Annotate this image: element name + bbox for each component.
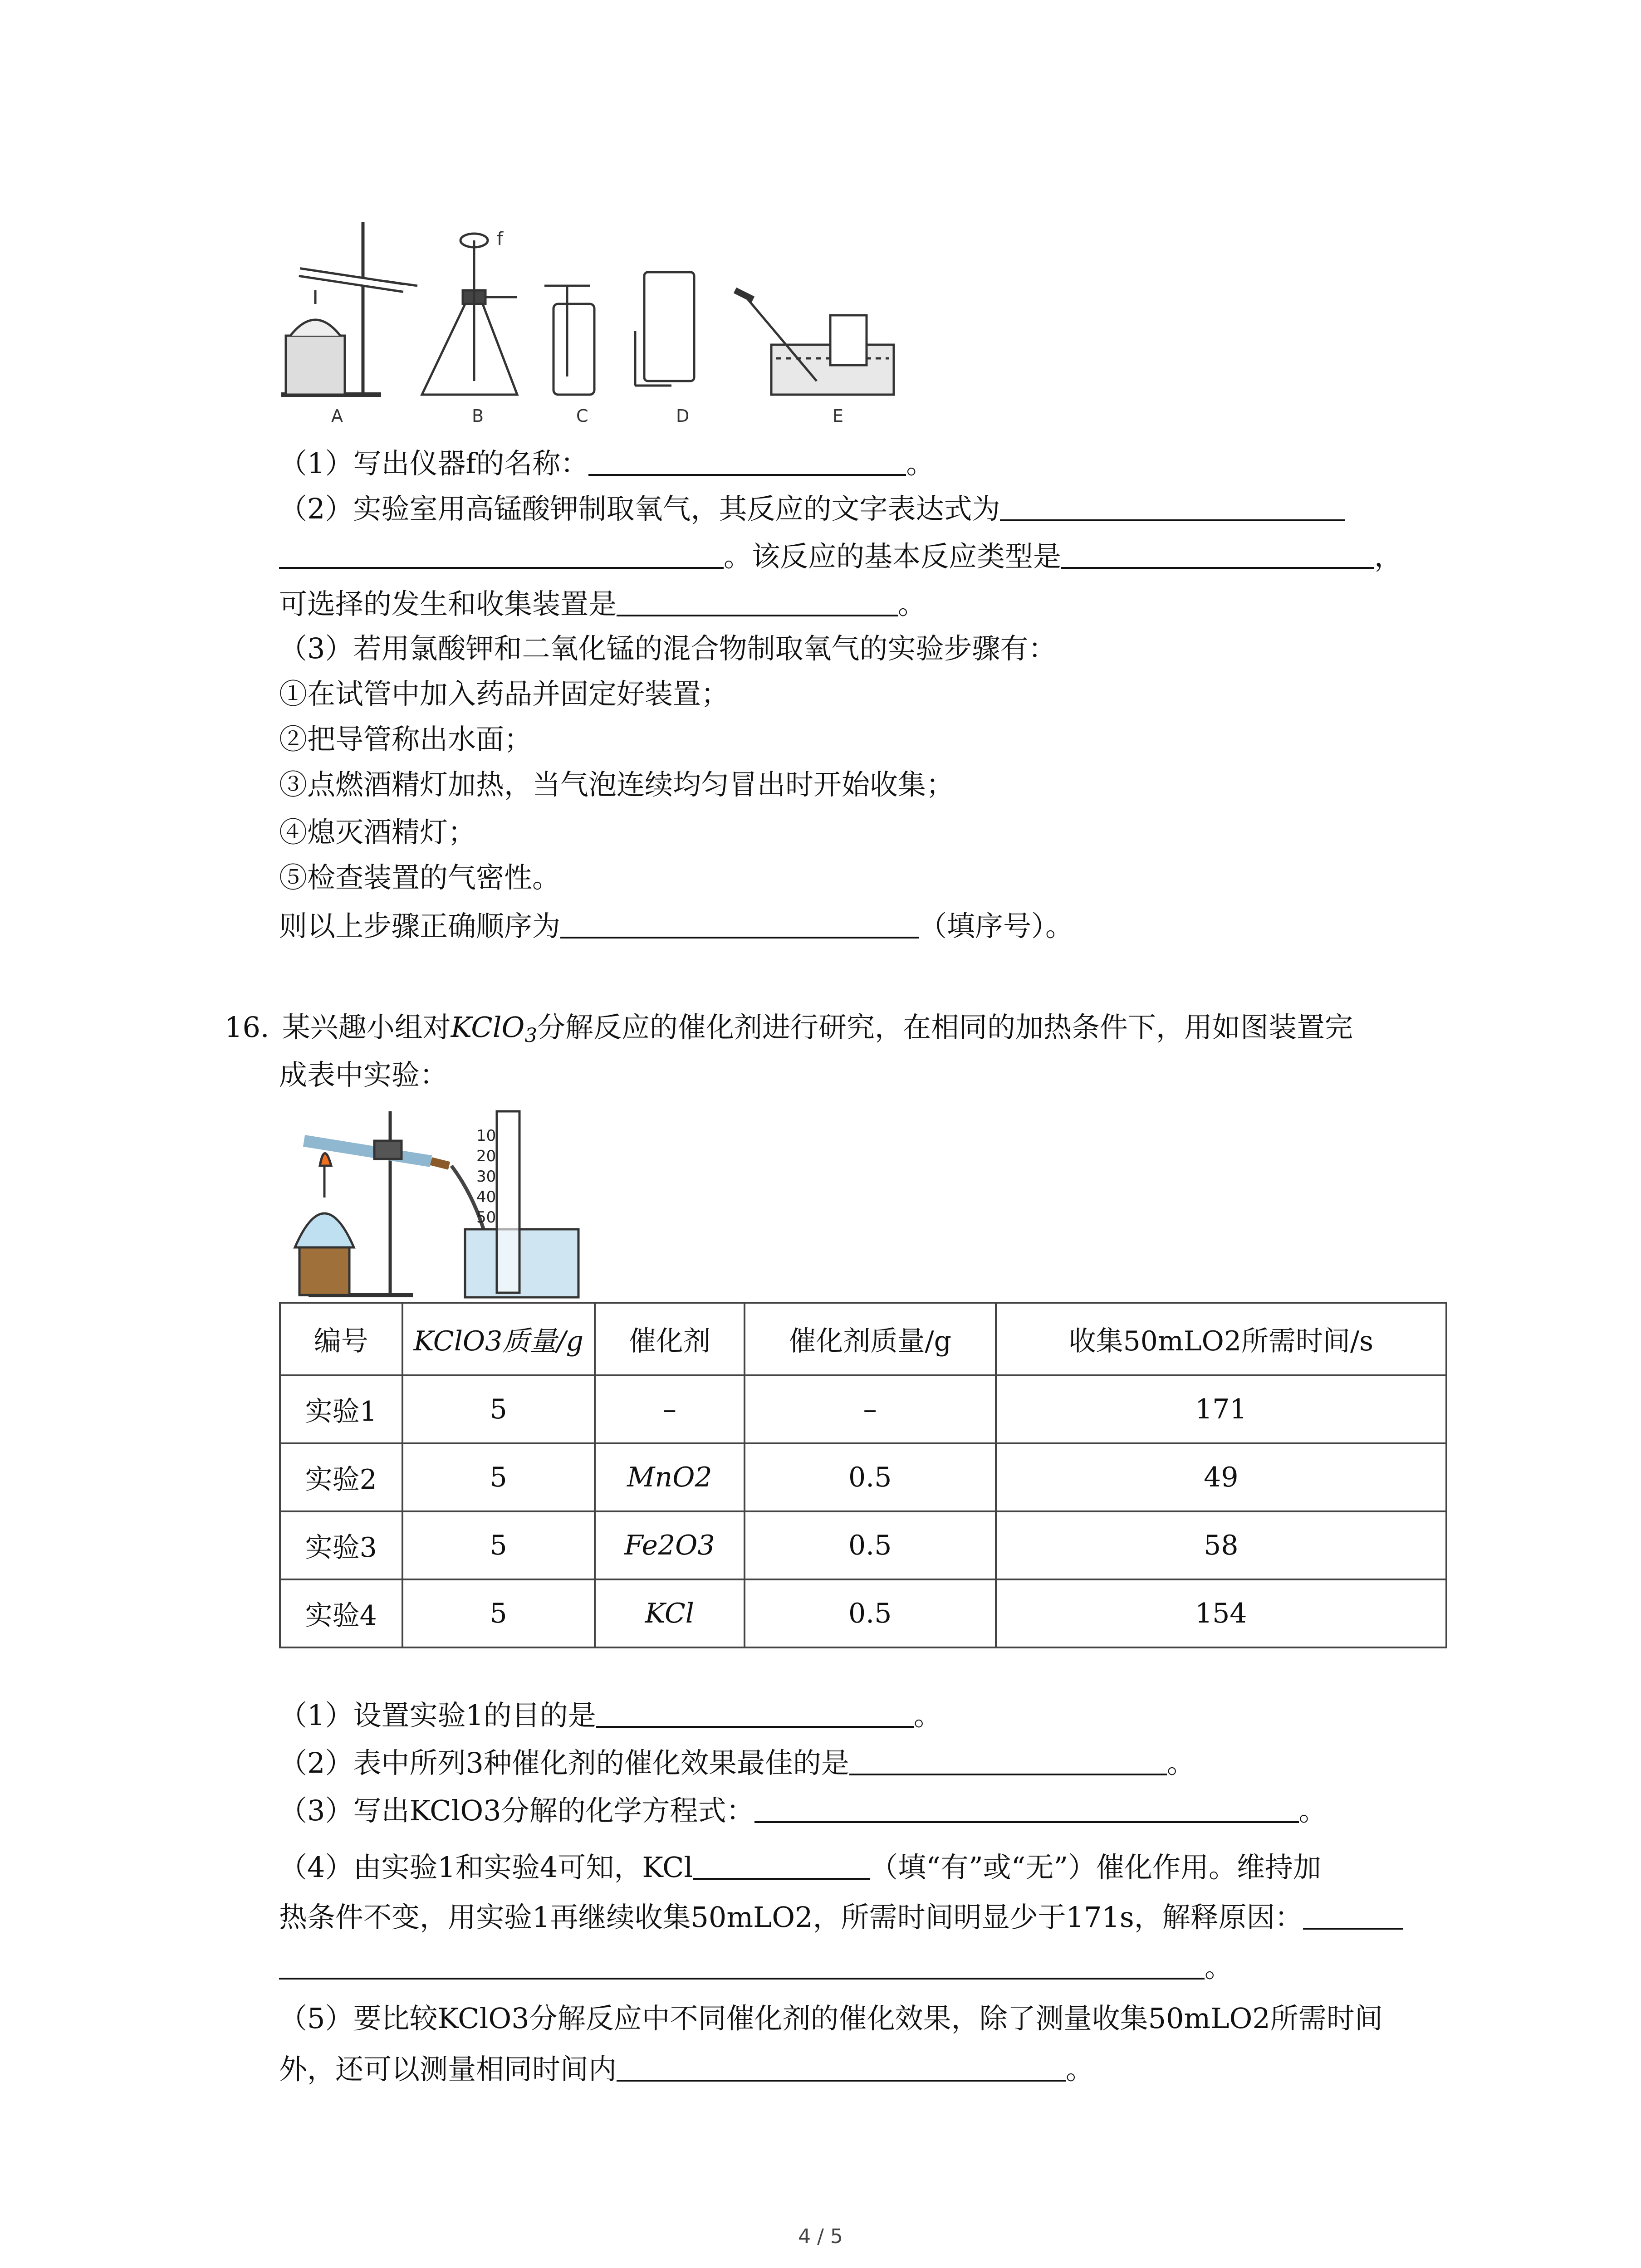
cylinder-tick-10: 10 bbox=[476, 1127, 496, 1145]
q16-sub2: （2）表中所列3种催化剂的催化效果最佳的是 。 bbox=[279, 1742, 1195, 1784]
header-time: 收集50mLO2所需时间/s bbox=[996, 1303, 1446, 1375]
apparatus-label-b: B bbox=[472, 406, 484, 426]
q15-part2-blank-reaction-type[interactable] bbox=[1061, 535, 1374, 569]
q15-part2-blank-expression-2[interactable] bbox=[279, 535, 724, 569]
q15-part2-line3: 可选择的发生和收集装置是 。 bbox=[279, 583, 926, 625]
header-mass: KClO3质量/g bbox=[402, 1303, 595, 1375]
header-catalyst-mass: 催化剂质量/g bbox=[745, 1303, 996, 1375]
q15-step-2: ②把导管称出水面； bbox=[279, 723, 533, 756]
q16-sub5-line2: 外，还可以测量相同时间内 。 bbox=[279, 2048, 1094, 2090]
q16-sub4-line2: 热条件不变，用实验1再继续收集50mLO2，所需时间明显少于171s，解释原因： bbox=[279, 1896, 1403, 1938]
apparatus-label-c: C bbox=[576, 406, 588, 426]
q16-number: 16. bbox=[225, 1011, 269, 1044]
table-row: 实验4 5 KCl 0.5 154 bbox=[280, 1579, 1446, 1647]
table-header-row bbox=[280, 1303, 1446, 1375]
q15-order-blank[interactable] bbox=[560, 905, 919, 938]
q15-order: 则以上步骤正确顺序为 （填序号）。 bbox=[279, 905, 1073, 947]
q15-part2-blank-expression-1[interactable] bbox=[1000, 488, 1345, 521]
q16-sub4-blank-reason-2[interactable] bbox=[279, 1946, 1205, 1980]
q15-part3: （3）若用氯酸钾和二氧化锰的混合物制取氧气的实验步骤有： bbox=[279, 632, 1057, 665]
q16-sub4-line1: （4）由实验1和实验4可知，KCl （填“有”或“无”）催化作用。维持加 bbox=[279, 1846, 1321, 1888]
page-number: 4 / 5 bbox=[798, 2225, 843, 2248]
q15-part1-blank[interactable] bbox=[588, 442, 906, 476]
apparatus-f-label: f bbox=[497, 229, 504, 249]
q15-part2-line1: （2）实验室用高锰酸钾制取氧气，其反应的文字表达式为 bbox=[279, 488, 1345, 529]
header-id: 编号 bbox=[280, 1303, 402, 1375]
q16-sub1-blank[interactable] bbox=[596, 1694, 914, 1728]
q15-part2-blank-apparatus[interactable] bbox=[617, 583, 898, 616]
q16-sub4-line3: 。 bbox=[279, 1946, 1233, 1988]
q15-step-5: ⑤检查装置的气密性。 bbox=[279, 861, 561, 894]
cylinder-tick-30: 30 bbox=[476, 1168, 496, 1186]
cylinder-tick-20: 20 bbox=[476, 1147, 496, 1165]
q15-part1: （1）写出仪器f的名称： 。 bbox=[279, 442, 934, 484]
header-catalyst: 催化剂 bbox=[595, 1303, 745, 1375]
cylinder-tick-40: 40 bbox=[476, 1188, 496, 1206]
q15-step-4: ④熄灭酒精灯； bbox=[279, 816, 476, 849]
q16-sub4-blank-effect[interactable] bbox=[693, 1846, 870, 1880]
q15-part2-line2: 。该反应的基本反应类型是 ， bbox=[279, 535, 1402, 577]
q16-data-table bbox=[279, 1302, 1447, 1648]
q16-intro-line1: 16. 某兴趣小组对KClO$_3$分解反应的催化剂进行研究，在相同的加热条件下，用如图装置完 bbox=[225, 1011, 1353, 1047]
apparatus-label-d: D bbox=[676, 406, 690, 426]
cylinder-tick-50: 50 bbox=[476, 1208, 496, 1227]
q16-sub5-blank[interactable] bbox=[617, 2048, 1066, 2082]
q16-apparatus-figure bbox=[277, 1098, 585, 1302]
apparatus-figure-a-e bbox=[272, 213, 898, 426]
q16-sub3: （3）写出KClO3分解的化学方程式： 。 bbox=[279, 1789, 1327, 1831]
table-row: 实验3 5 Fe2O3 0.5 58 bbox=[280, 1511, 1446, 1579]
apparatus-label-a: A bbox=[331, 406, 343, 426]
apparatus-label-e: E bbox=[833, 406, 844, 426]
q15-step-1: ①在试管中加入药品并固定好装置； bbox=[279, 677, 730, 710]
q16-sub5-line1: （5）要比较KClO3分解反应中不同催化剂的催化效果，除了测量收集50mLO2所需时间 bbox=[279, 2002, 1383, 2035]
table-row: 实验2 5 MnO2 0.5 49 bbox=[280, 1443, 1446, 1511]
q16-intro-line2: 成表中实验： bbox=[279, 1058, 448, 1091]
q16-sub1: （1）设置实验1的目的是 。 bbox=[279, 1694, 942, 1736]
q15-step-3: ③点燃酒精灯加热，当气泡连续均匀冒出时开始收集； bbox=[279, 768, 955, 801]
q16-sub3-blank[interactable] bbox=[754, 1789, 1299, 1823]
q16-sub2-blank[interactable] bbox=[849, 1742, 1167, 1775]
q16-sub4-blank-reason-1[interactable] bbox=[1303, 1896, 1403, 1930]
table-row: 实验1 5 – – 171 bbox=[280, 1375, 1446, 1443]
